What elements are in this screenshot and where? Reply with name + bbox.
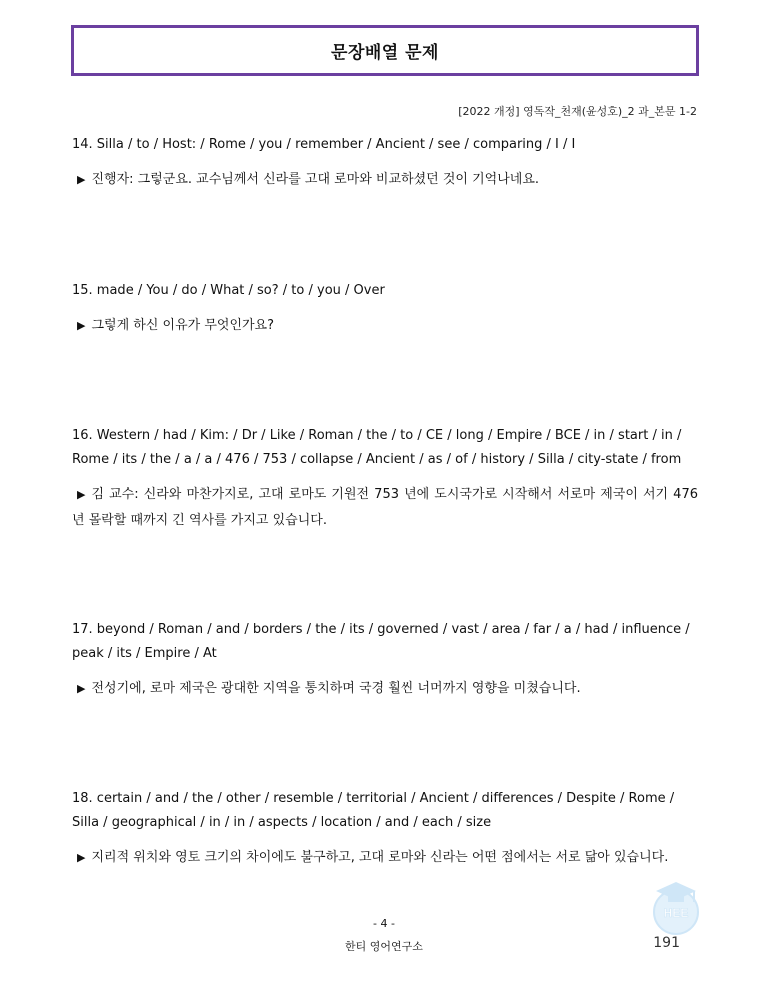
source-label: [2022 개정] 영독작_천재(윤성호)_2 과_본문 1-2 — [458, 105, 697, 118]
question-answer — [72, 845, 698, 871]
triangle-right-icon: ▶ — [77, 851, 86, 864]
answer-text: 지리적 위치와 영토 크기의 차이에도 불구하고, 고대 로마와 신라는 어떤 점에서는 서로 닮아 있습니다. — [91, 850, 669, 865]
answer-text: 전성기에, 로마 제국은 광대한 지역을 통치하며 국경 훨씬 너머까지 영향을 미쳤습니다. — [91, 681, 581, 696]
question-answer — [72, 167, 698, 193]
question-answer — [72, 482, 698, 534]
title-box — [71, 25, 699, 76]
triangle-right-icon: ▶ — [77, 173, 86, 186]
question-answer — [72, 313, 698, 339]
triangle-right-icon: ▶ — [77, 488, 86, 501]
answer-text: 김 교수: 신라와 마찬가지로, 고대 로마도 기원전 753 년에 도시국가로 시작해서 서로마 제국이 서기 476 년 몰락할 때까지 긴 역사를 가지고 있습니다. — [72, 487, 698, 528]
logo-text: HEE — [663, 906, 689, 920]
question-15 — [72, 279, 698, 339]
answer-text: 진행자: 그렇군요. 교수님께서 신라를 고대 로마와 비교하셨던 것이 기억나네요. — [91, 172, 540, 187]
question-16 — [72, 424, 698, 534]
question-prompt: 16. Western / had / Kim: / Dr / Like / Roman / the / to / CE / long / Empire / BCE / in / start / in / Rome / its / the / a / a / 476 / 753 / collapse / Ancient / as / of / history / Silla / city-state / from — [72, 428, 682, 467]
question-prompt: 18. certain / and / the / other / resemble / territorial / Ancient / differences / Despite / Rome / Silla / geographical / in / in / aspects / location / and / each / size — [72, 791, 675, 830]
page-title: 문장배열 문제 — [331, 43, 439, 63]
question-14 — [72, 133, 698, 193]
triangle-right-icon: ▶ — [77, 319, 86, 332]
question-17 — [72, 618, 698, 702]
question-prompt: 15. made / You / do / What / so? / to / you / Over — [72, 283, 385, 298]
footer-org: 한티 영어연구소 — [345, 940, 423, 953]
question-prompt: 17. beyond / Roman / and / borders / the / its / governed / vast / area / far / a / had / influence / peak / its / Empire / At — [72, 622, 690, 661]
question-answer — [72, 676, 698, 702]
question-prompt: 14. Silla / to / Host: / Rome / you / remember / Ancient / see / comparing / I / I — [72, 137, 576, 152]
question-18 — [72, 787, 698, 871]
triangle-right-icon: ▶ — [77, 682, 86, 695]
answer-text: 그렇게 하신 이유가 무엇인가요? — [91, 318, 275, 333]
page-label: - 4 - — [373, 917, 395, 930]
page-number: 191 — [653, 935, 680, 951]
